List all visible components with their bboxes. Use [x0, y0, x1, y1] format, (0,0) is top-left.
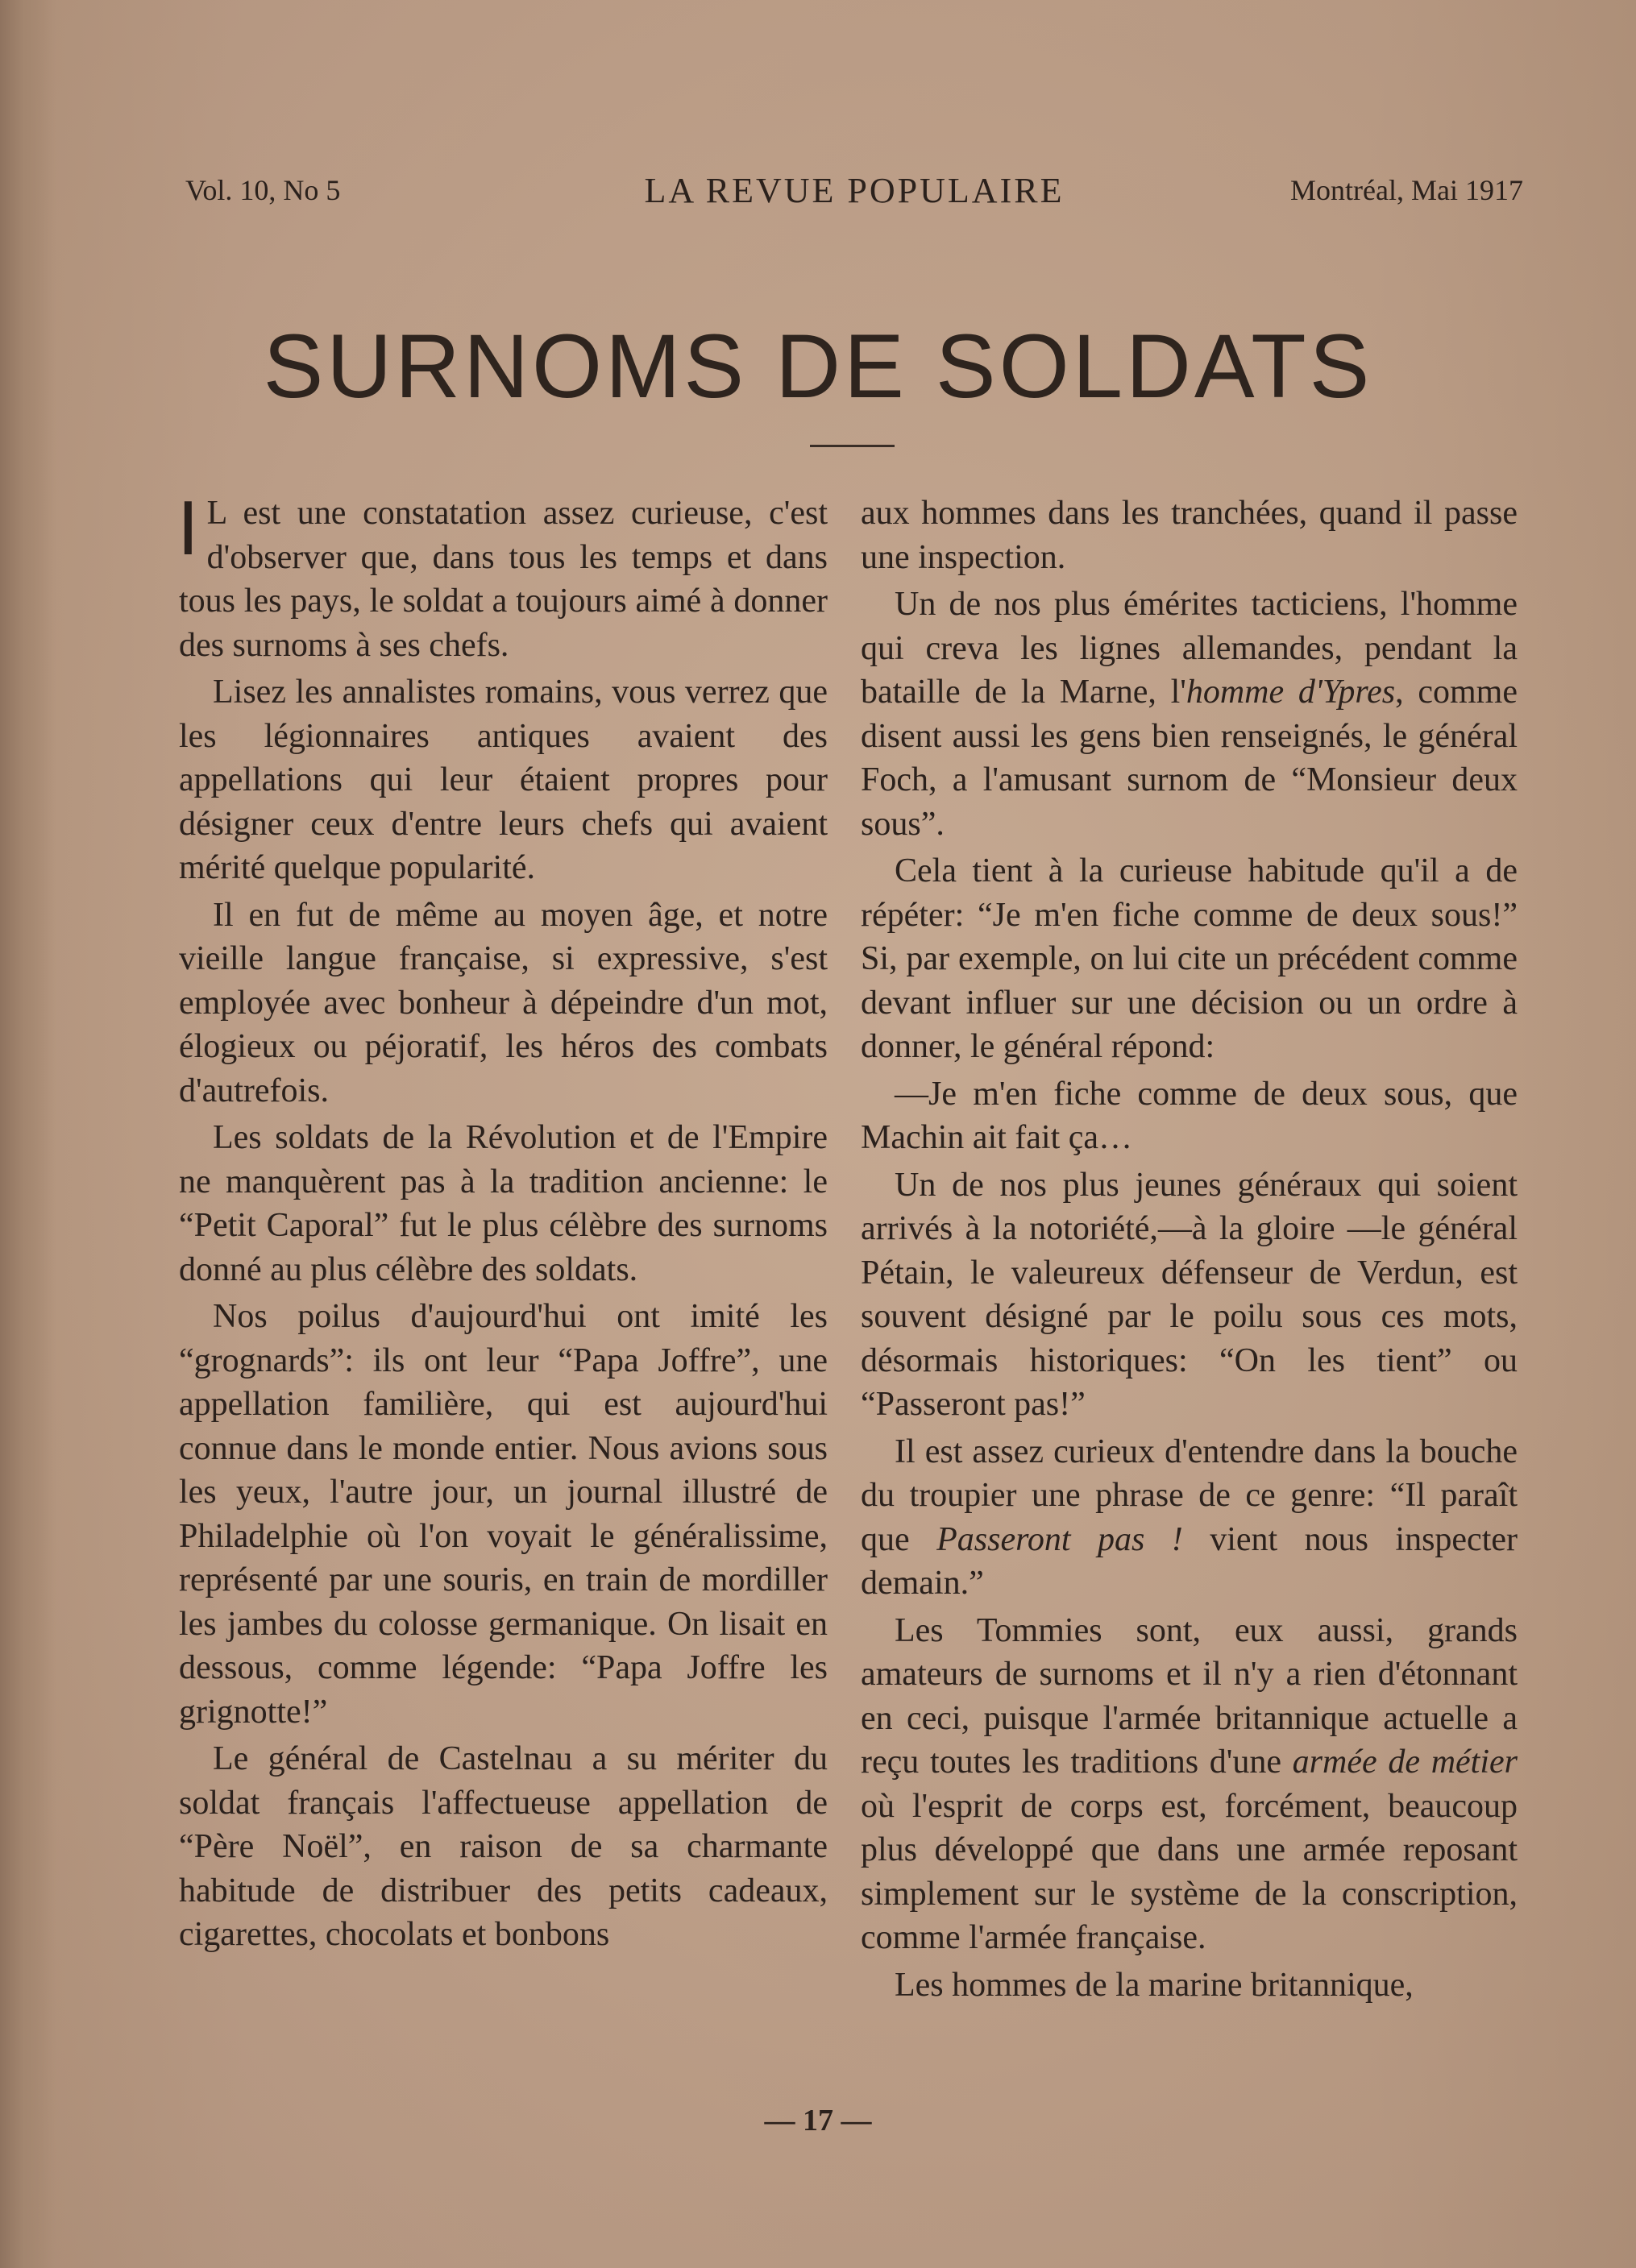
left-column [177, 485, 828, 1957]
article-title: SURNOMS DE SOLDATS [263, 316, 1373, 417]
italic-text: armée de métier [1292, 1743, 1518, 1781]
paragraph: Les hommes de la marine britannique, [895, 1966, 1414, 2004]
volume-number: Vol. 10, No 5 [185, 174, 341, 206]
paragraph-text: Un de nos plus émérites tacticiens, l'homme qui creva les lignes allemandes, pendant la bataille de la Marne, l' [861, 586, 1518, 711]
title-divider [810, 445, 895, 447]
paragraph-text: où l'esprit de corps est, forcément, beaucoup plus développé que dans une armée reposant simplement sur le système de la conscription, comme l'armée française. [861, 1787, 1518, 1956]
paragraph: Un de nos plus jeunes généraux qui soient arrivés à la notoriété,—à la gloire —le général Pétain, le valeureux défenseur de Verdun, est souvent désigné par le poilu sous ces mots, désormais historiques: “On les tient” ou “Passeront pas!” [861, 1166, 1518, 1423]
paragraph [861, 1430, 1518, 1606]
publication-name: LA REVUE POPULAIRE [644, 171, 1065, 210]
italic-text: Passeront pas ! [936, 1520, 1183, 1558]
paragraph: Les soldats de la Révolution et de l'Empire ne manquèrent pas à la tradition ancienne: le “Petit Caporal” fut le plus célèbre des surnoms donné au plus célèbre des soldats. [179, 1119, 828, 1288]
drop-cap: I [177, 485, 199, 571]
issue-date: Montréal, Mai 1917 [1290, 174, 1523, 206]
paragraph: Cela tient à la curieuse habitude qu'il a de répéter: “Je m'en fiche comme de deux sous!” Si, par exemple, on lui cite un précédent comme devant influer sur une décision ou un ordre à donner, le général répond: [861, 852, 1518, 1065]
paragraph [861, 583, 1518, 846]
paragraph-text: vient nous inspecter demain.” [861, 1520, 1518, 1602]
paragraph-text: Il est assez curieux d'entendre dans la bouche du troupier une phrase de ce genre: “Il paraît que [861, 1433, 1518, 1558]
paragraph: Nos poilus d'aujourd'hui ont imité les “grognards”: ils ont leur “Papa Joffre”, une appellation familière, qui est aujourd'hui connue dans le monde entier. Nous avions sous les yeux, l'autre jour, un journal illustré de Philadelphie où l'on voyait le généralissime, représenté par une souris, en train de mordiller les jambes du colosse germanique. On lisait en dessous, comme légende: “Papa Joffre les grignotte!” [179, 1298, 828, 1731]
page-number: — 17 — [764, 2104, 872, 2137]
right-column [861, 491, 1518, 2007]
paragraph-text: Les Tommies sont, eux aussi, grands amateurs de surnoms et il n'y a rien d'étonnant en ceci, puisque l'armée britannique actuelle a reçu toutes les traditions d'une [861, 1611, 1518, 1781]
paragraph [861, 1609, 1518, 1960]
italic-text: homme d'Ypres [1185, 674, 1396, 711]
paragraph: aux hommes dans les tranchées, quand il passe une inspection. [861, 495, 1518, 576]
paragraph-text: L est une constatation assez curieuse, c'est d'observer que, dans tous les temps et dans tous les pays, le soldat a toujours aimé à donner des surnoms à ses chefs. [179, 495, 828, 664]
paragraph: Il en fut de même au moyen âge, et notre vieille langue française, si expressive, s'est employée avec bonheur à dépeindre d'un mot, élogieux ou péjoratif, les héros des combats d'autrefois. [179, 896, 828, 1109]
paragraph: Le général de Castelnau a su mériter du soldat français l'affectueuse appellation de “Père Noël”, en raison de sa charmante habitude de distribuer des petits cadeaux, cigarettes, chocolats et bonbons [179, 1740, 828, 1953]
paragraph: Lisez les annalistes romains, vous verrez que les légionnaires antiques avaient des appellations qui leur étaient propres pour désigner ceux d'entre leurs chefs qui avaient mérité quelque popularité. [179, 674, 828, 886]
running-header [185, 173, 1523, 222]
paragraph-text: , comme disent aussi les gens bien renseignés, le général Foch, a l'amusant surnom de “Monsieur deux sous”. [861, 674, 1518, 843]
paragraph: —Je m'en fiche comme de deux sous, que Machin ait fait ça… [861, 1075, 1518, 1156]
paragraph [177, 485, 828, 667]
